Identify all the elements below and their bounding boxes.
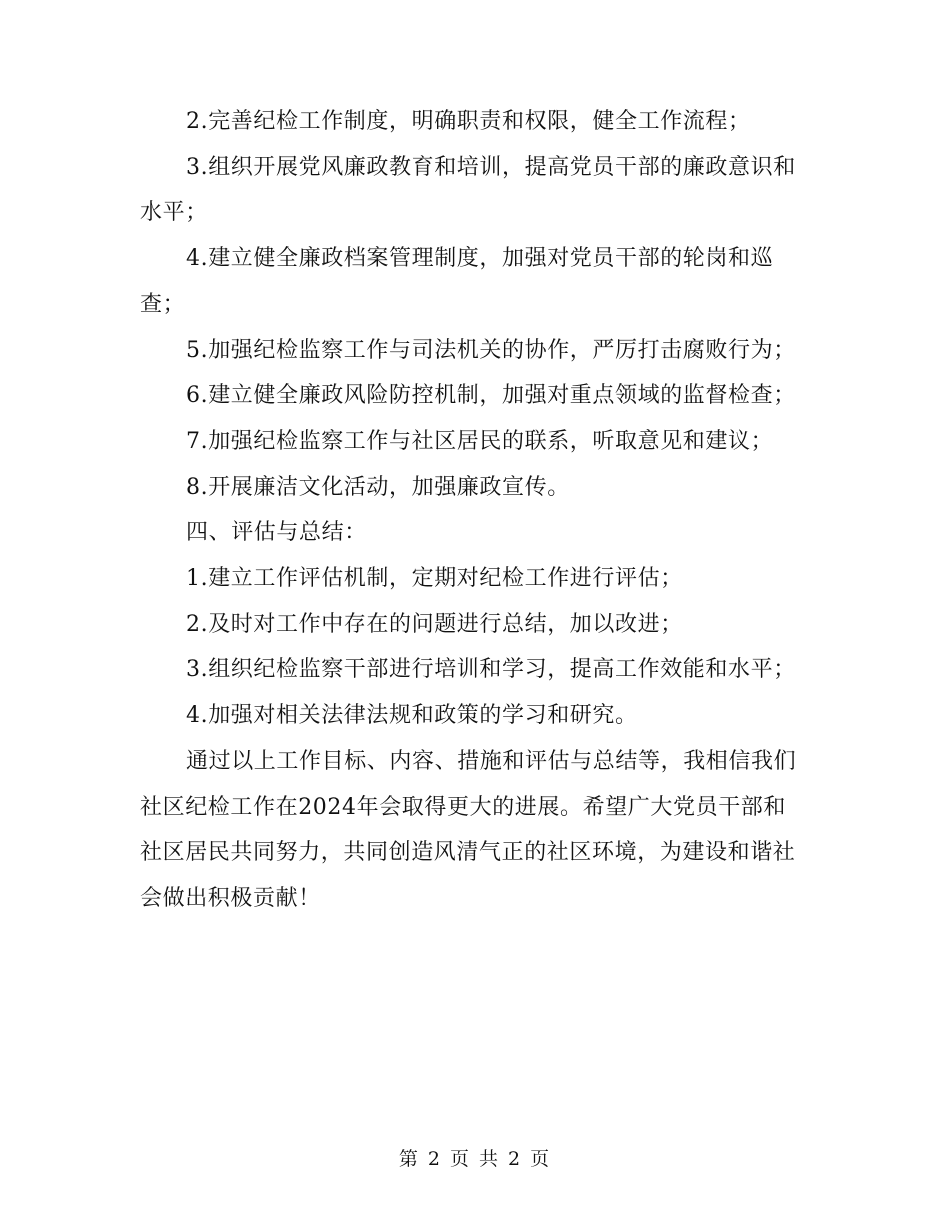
paragraph-item-5: 5.加强纪检监察工作与司法机关的协作，严厉打击腐败行为； [186,337,796,363]
paragraph-item-4: 4.建立健全廉政档案管理制度，加强对党员干部的轮岗和巡查； [140,246,774,317]
paragraph-item-8: 8.开展廉洁文化活动，加强廉政宣传。 [186,474,570,500]
paragraph-item-6: 6.建立健全廉政风险防控机制，加强对重点领域的监督检查； [186,383,796,409]
paragraph-eval-3: 3.组织纪检监察干部进行培训和学习，提高工作效能和水平； [186,657,796,683]
section-heading-evaluation: 四、评估与总结： [186,520,367,546]
page-number-footer: 第 2 页 共 2 页 [398,1148,552,1170]
paragraph-item-3: 3.组织开展党风廉政教育和培训，提高党员干部的廉政意识和水平； [140,154,796,226]
paragraph-eval-2: 2.及时对工作中存在的问题进行总结，加以改进； [186,611,683,637]
document-body [140,99,802,922]
paragraph-item-2: 2.完善纪检工作制度，明确职责和权限，健全工作流程； [186,109,751,134]
paragraph-eval-1: 1.建立工作评估机制，定期对纪检工作进行评估； [186,566,683,592]
paragraph-eval-4: 4.加强对相关法律法规和政策的学习和研究。 [186,703,638,729]
paragraph-item-7: 7.加强纪检监察工作与社区居民的联系，听取意见和建议； [186,428,774,454]
paragraph-conclusion: 通过以上工作目标、内容、措施和评估与总结等，我相信我们社区纪检工作在2024年会取得更大的进展。希望广大党员干部和社区居民共同努力，共同创造风清气正的社区环境，为建设和谐社会做出积极贡献！ [140,748,797,911]
